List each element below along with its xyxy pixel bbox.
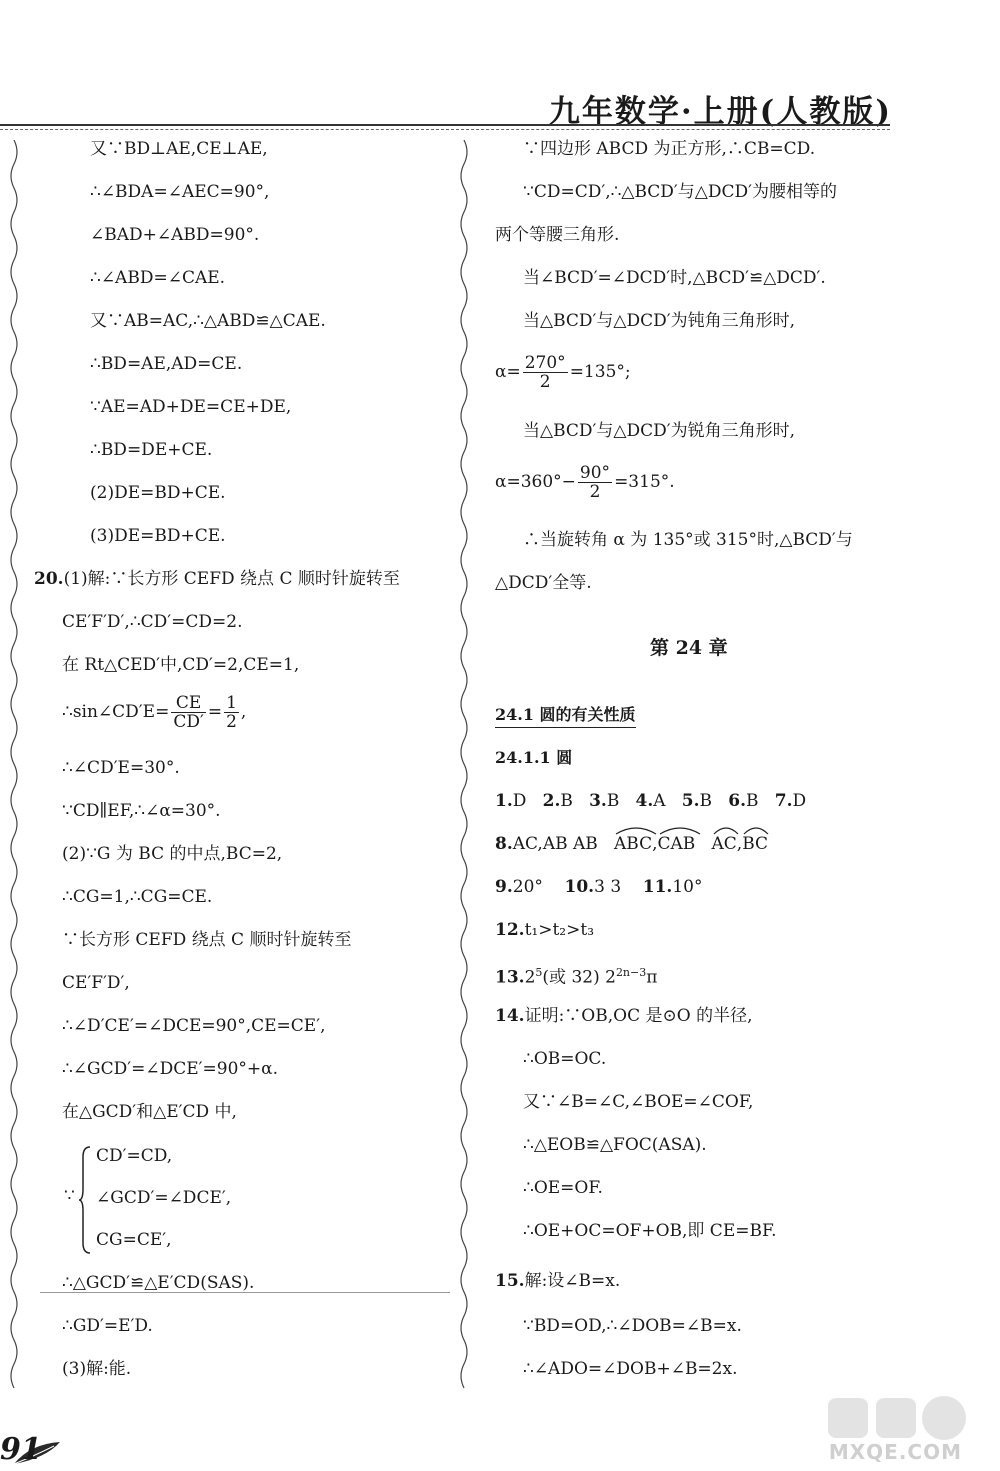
- numerator: CE: [171, 694, 206, 713]
- text-line: (1)解:∵长方形 CEFD 绕点 C 顺时针旋转至: [63, 569, 400, 589]
- section-title: [495, 704, 636, 726]
- question-number: 11.: [642, 877, 673, 897]
- arc-label: [658, 833, 696, 855]
- answer-value: t₁>t₂>t₃: [524, 920, 595, 940]
- text-line: ∴∠D′CE′=∠DCE=90°,CE=CE′,: [62, 1016, 326, 1036]
- text-line: △DCD′全等.: [495, 573, 592, 593]
- question-number: 12.: [495, 920, 525, 940]
- exponent: 5: [535, 966, 543, 979]
- answers-row: [495, 790, 806, 812]
- text-line: ∴OE=OF.: [523, 1178, 603, 1198]
- text-line: ∵AE=AD+DE=CE+DE,: [90, 397, 292, 417]
- because-symbol: ∵: [64, 1186, 75, 1206]
- answer-14: [495, 1005, 752, 1027]
- brace-item: ∠GCD′=∠DCE′,: [96, 1188, 232, 1208]
- text-line: 当△BCD′与△DCD′为锐角三角形时,: [523, 421, 795, 441]
- text-line: (2)∵G 为 BC 的中点,BC=2,: [62, 844, 283, 864]
- numerator: 270°: [524, 353, 566, 373]
- watermark-text: MXQE.COM: [828, 1440, 962, 1464]
- question-number: 3.: [589, 791, 607, 811]
- text-line: ∴∠BDA=∠AEC=90°,: [90, 182, 270, 202]
- question-number: 9.: [495, 877, 513, 897]
- formula-text: =: [207, 702, 223, 722]
- brace-icon: [78, 1145, 92, 1255]
- text-line: (2)DE=BD+CE.: [90, 483, 226, 503]
- answer-item: [543, 791, 573, 811]
- answer-8: [495, 833, 768, 855]
- arc-text: ABC: [614, 834, 653, 854]
- formula-text: =315°.: [614, 472, 675, 492]
- question-number: 6.: [728, 791, 747, 811]
- text-line: 在△GCD′和△E′CD 中,: [62, 1102, 237, 1122]
- text-line: ∴BD=DE+CE.: [90, 440, 213, 460]
- arc-text: AC: [711, 834, 737, 854]
- fraction: [578, 464, 612, 501]
- question-number: 5.: [681, 791, 700, 811]
- text-line: ∵BD=OD,∴∠DOB=∠B=x.: [523, 1316, 742, 1336]
- text-line: 当∠BCD′=∠DCD′时,△BCD′≌△DCD′.: [523, 268, 826, 288]
- text-line: ∴∠ADO=∠DOB+∠B=2x.: [523, 1359, 738, 1379]
- answer-value: π: [646, 967, 658, 988]
- text-line: ∠BAD+∠ABD=90°.: [90, 225, 260, 245]
- arc-text: CAB: [657, 834, 696, 854]
- arc-icon: [614, 825, 658, 835]
- formula-text: =135°;: [569, 362, 631, 382]
- denominator: 2: [539, 372, 551, 392]
- section-title-text: 24.1 圆的有关性质: [495, 705, 636, 728]
- separator: ,: [736, 834, 743, 854]
- text-line: ∴GD′=E′D.: [62, 1316, 153, 1336]
- text-line: 又∵BD⊥AE,CE⊥AE,: [90, 139, 268, 159]
- answer-value: 2: [524, 967, 536, 988]
- text-line: ∴∠GCD′=∠DCE′=90°+α.: [62, 1059, 279, 1079]
- text-line: 证明:∵OB,OC 是⊙O 的半径,: [524, 1006, 753, 1026]
- answer-item: [636, 791, 666, 811]
- text-line: 两个等腰三角形.: [495, 225, 620, 245]
- arc-label: [712, 833, 737, 855]
- brace-item: CD′=CD,: [96, 1146, 173, 1166]
- question-20: [34, 568, 400, 590]
- question-number: 2.: [542, 791, 561, 811]
- formula-text: ,: [240, 702, 247, 722]
- denominator: CD′: [173, 712, 204, 732]
- question-number: 8.: [495, 834, 513, 854]
- header-rule-dashed: [0, 129, 890, 130]
- chapter-title: 第 24 章: [650, 637, 728, 659]
- formula-text: ∴sin∠CD′E=: [62, 702, 170, 722]
- text-line: ∴∠ABD=∠CAE.: [90, 268, 226, 288]
- formula-text: α=: [495, 362, 521, 382]
- text-line: 当△BCD′与△DCD′为钝角三角形时,: [523, 311, 795, 331]
- text-line: CE′F′D′,: [62, 973, 130, 993]
- separator: ,: [652, 834, 658, 854]
- header-rule: [0, 124, 890, 126]
- answer-value: D: [512, 791, 527, 811]
- question-number: 10.: [564, 877, 595, 897]
- answer-item: [682, 791, 712, 811]
- arc-text: BC: [742, 834, 769, 854]
- answer-item: [728, 791, 758, 811]
- answer-value: B: [699, 791, 713, 811]
- question-number: 14.: [495, 1006, 525, 1026]
- fraction: [171, 694, 206, 731]
- faint-rule: [40, 1292, 450, 1293]
- answer-value: 10°: [672, 877, 703, 897]
- exponent: 2n−3: [615, 966, 647, 979]
- fraction: [523, 354, 568, 391]
- text-line: 解:设∠B=x.: [524, 1271, 621, 1291]
- answer-item: [495, 791, 526, 811]
- text-line: ∵CD=CD′,∴△BCD′与△DCD′为腰相等的: [523, 182, 837, 202]
- subsection-title: 24.1.1 圆: [495, 748, 573, 767]
- answer-value: 3 3: [594, 877, 622, 897]
- text-line: ∴当旋转角 α 为 135°或 315°时,△BCD′与: [523, 530, 853, 550]
- text-line: ∵CD∥EF,∴∠α=30°.: [62, 801, 221, 821]
- text-line: ∴∠CD′E=30°.: [62, 758, 180, 778]
- question-number: 7.: [774, 791, 793, 811]
- arc-icon: [658, 825, 702, 835]
- text-line: 在 Rt△CED′中,CD′=2,CE=1,: [62, 655, 300, 675]
- answer-value: (或 32) 2: [542, 967, 616, 988]
- question-number: 4.: [635, 791, 654, 811]
- text-line: ∴OB=OC.: [523, 1049, 607, 1069]
- answer-value: 20°: [512, 877, 543, 897]
- answer-value: A: [653, 791, 666, 811]
- text-line: ∴△GCD′≌△E′CD(SAS).: [62, 1273, 255, 1293]
- arc-icon: [742, 825, 770, 835]
- question-number: 13.: [495, 967, 525, 988]
- alpha-formula: [495, 354, 631, 391]
- answer-15: [495, 1270, 620, 1292]
- question-number: 15.: [495, 1271, 525, 1291]
- question-number: 1.: [495, 791, 513, 811]
- arc-icon: [712, 825, 740, 835]
- denominator: 2: [226, 712, 237, 732]
- numerator: 90°: [579, 463, 611, 483]
- answer-12: [495, 919, 594, 941]
- center-wavy-divider: [458, 140, 470, 1390]
- formula-text: α=360°−: [495, 472, 576, 492]
- book-title: 九年数学·上册(人教版): [548, 94, 892, 130]
- page-number: 91: [0, 1432, 42, 1467]
- text-line: ∴CG=1,∴CG=CE.: [62, 887, 213, 907]
- answer-value: D: [792, 791, 807, 811]
- text-line: ∴OE+OC=OF+OB,即 CE=BF.: [523, 1221, 777, 1241]
- condition-brace: [62, 1141, 262, 1261]
- denominator: 2: [589, 482, 601, 502]
- text-line: CE′F′D′,∴CD′=CD=2.: [62, 612, 243, 632]
- numerator: 1: [226, 693, 237, 713]
- text-line: (3)DE=BD+CE.: [90, 526, 226, 546]
- answer-value: B: [560, 791, 573, 811]
- answer-13: [495, 962, 657, 989]
- answer-value: B: [746, 791, 759, 811]
- answer-value: AC,AB AB: [512, 834, 598, 854]
- text-line: ∴BD=AE,AD=CE.: [90, 354, 243, 374]
- left-wavy-border: [8, 140, 20, 1390]
- answer-item: [589, 791, 619, 811]
- text-line: ∴△EOB≌△FOC(ASA).: [523, 1135, 707, 1155]
- arc-label: [742, 833, 768, 855]
- answers-9-11: [495, 876, 702, 898]
- page-header: [0, 0, 1000, 128]
- answer-item: [775, 791, 806, 811]
- arc-label: [614, 833, 652, 855]
- answer-value: B: [606, 791, 620, 811]
- fraction: [224, 694, 239, 731]
- text-line: (3)解:能.: [62, 1359, 132, 1379]
- question-number: 20.: [34, 569, 64, 589]
- text-line: ∵四边形 ABCD 为正方形,∴CB=CD.: [523, 139, 816, 159]
- text-line: 又∵AB=AC,∴△ABD≌△CAE.: [90, 311, 326, 331]
- text-line: ∵长方形 CEFD 绕点 C 顺时针旋转至: [62, 930, 352, 950]
- sin-formula: [62, 694, 246, 731]
- alpha-formula: [495, 464, 675, 501]
- text-line: 又∵∠B=∠C,∠BOE=∠COF,: [523, 1092, 754, 1112]
- brace-item: CG=CE′,: [96, 1230, 172, 1250]
